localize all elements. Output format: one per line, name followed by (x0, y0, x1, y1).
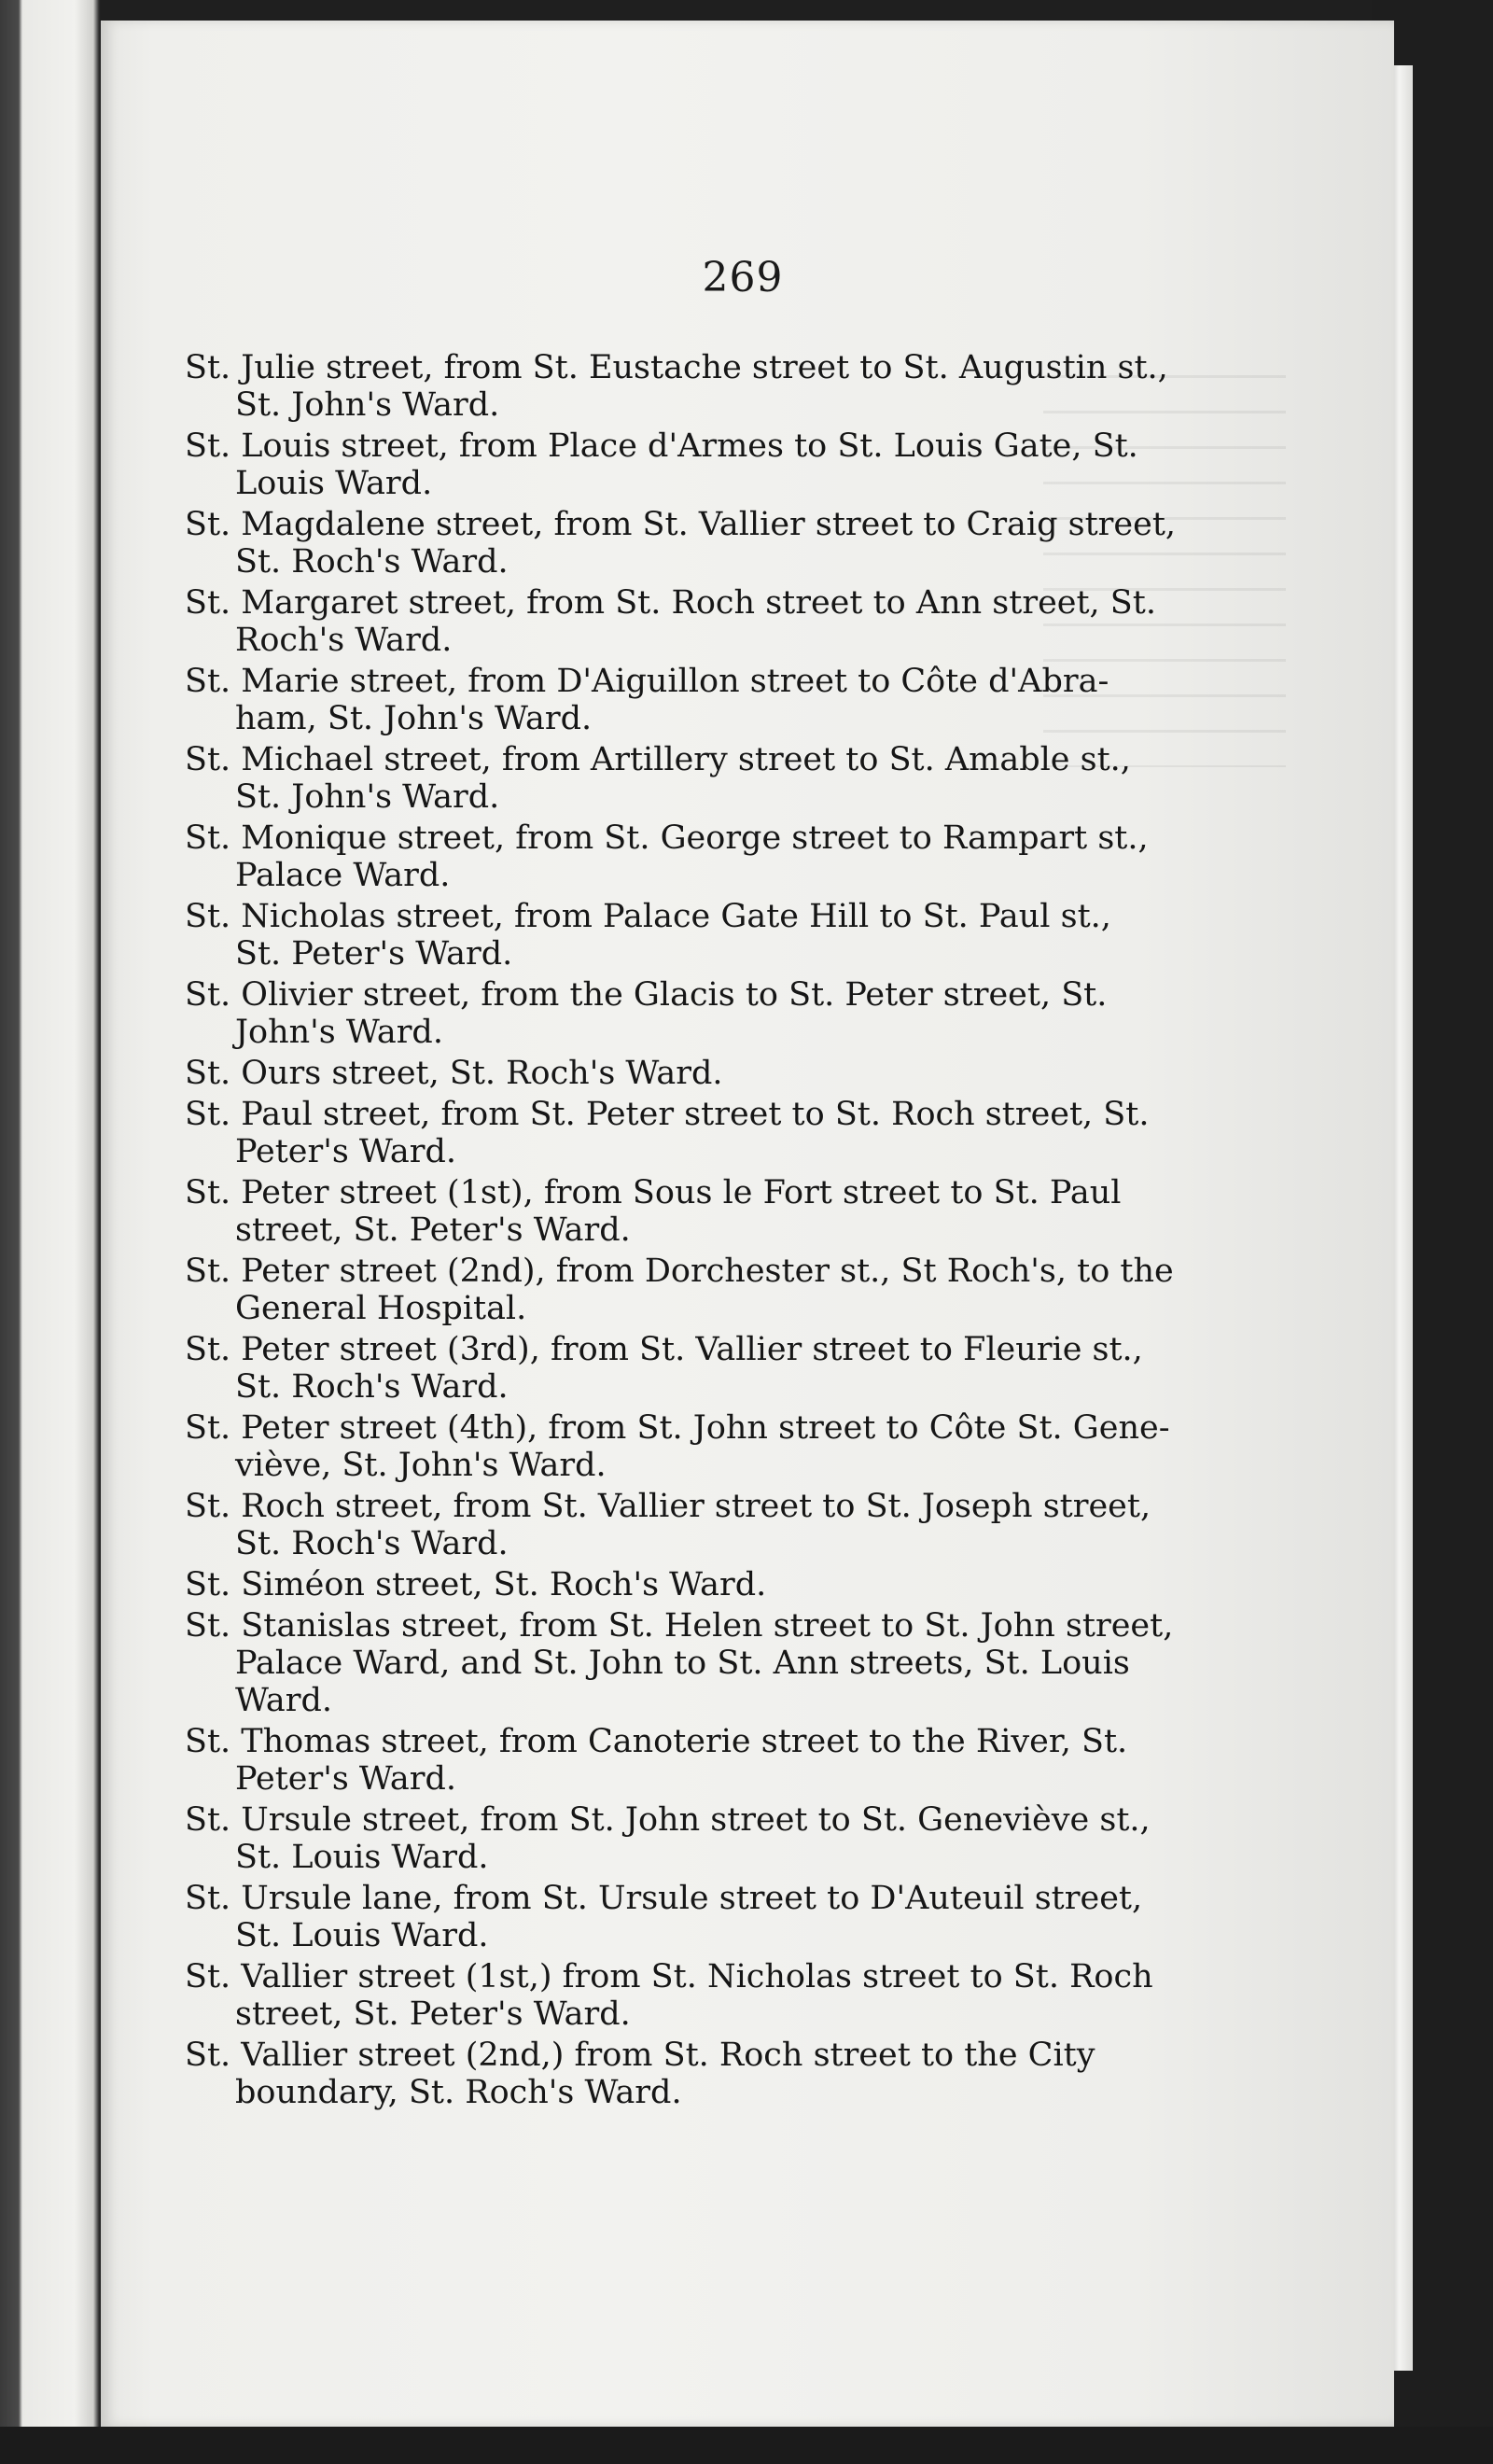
street-entry-line: St. Olivier street, from the Glacis to St. Peter street, St. (185, 976, 1108, 1014)
street-entry-line: St. Michael street, from Artillery street to St. Amable st., (185, 741, 1131, 778)
street-entry-line: St. Thomas street, from Canoterie street to the River, St. (185, 1723, 1128, 1760)
street-entry-line: St. Louis Ward. (235, 1839, 489, 1876)
street-entry-line: St. Louis Ward. (235, 1917, 489, 1954)
street-entry-line: ham, St. John's Ward. (235, 700, 593, 737)
street-entry (185, 1607, 1295, 1719)
street-entry-line: St. Margaret street, from St. Roch street to Ann street, St. (185, 584, 1156, 622)
street-entry-line: St. Roch's Ward. (235, 543, 509, 581)
street-entry (185, 427, 1295, 502)
street-entry (185, 819, 1295, 894)
street-entry-line: street, St. Peter's Ward. (235, 1211, 631, 1249)
street-entry-line: St. Roch street, from St. Vallier street to St. Joseph street, (185, 1488, 1151, 1525)
street-entry-line: Louis Ward. (235, 465, 433, 502)
street-entry-line: St. Magdalene street, from St. Vallier street to Craig street, (185, 506, 1177, 543)
street-entry-line: St. Roch's Ward. (235, 1525, 509, 1562)
street-entry (185, 1880, 1295, 1954)
film-frame-bottom (0, 2427, 1493, 2464)
book-page (101, 21, 1394, 2427)
street-entry-line: Ward. (235, 1682, 333, 1719)
street-entry-line: Peter's Ward. (235, 1133, 456, 1170)
street-entry (185, 1566, 1295, 1603)
street-entry-line: Palace Ward, and St. John to St. Ann streets, St. Louis (235, 1645, 1130, 1682)
street-entry-line: St. Vallier street (2nd,) from St. Roch street to the City (185, 2037, 1095, 2074)
street-entry-line: St. Peter's Ward. (235, 935, 513, 973)
street-entry-line: street, St. Peter's Ward. (235, 1995, 631, 2033)
street-entry-line: St. Julie street, from St. Eustache street to St. Augustin st., (185, 349, 1168, 386)
left-facing-page-edge (0, 0, 101, 2464)
street-entry (185, 2037, 1295, 2111)
street-entry-line: St. Siméon street, St. Roch's Ward. (185, 1566, 767, 1603)
street-entry (185, 1488, 1295, 1562)
street-entry (185, 506, 1295, 581)
street-entry-line: Roch's Ward. (235, 622, 453, 659)
street-entry-line: viève, St. John's Ward. (235, 1447, 607, 1484)
street-entry-line: Palace Ward. (235, 857, 451, 894)
street-entry (185, 349, 1295, 424)
street-entry (185, 741, 1295, 816)
street-entry-line: St. Stanislas street, from St. Helen street to St. John street, (185, 1607, 1174, 1645)
street-entry-line: boundary, St. Roch's Ward. (235, 2074, 682, 2111)
street-entry (185, 1331, 1295, 1406)
street-entry-line: St. Ursule lane, from St. Ursule street to D'Auteuil street, (185, 1880, 1143, 1917)
street-entry-line: St. Ours street, St. Roch's Ward. (185, 1055, 723, 1092)
street-entry (185, 1723, 1295, 1798)
street-entry-line: Peter's Ward. (235, 1760, 456, 1798)
street-entry (185, 976, 1295, 1051)
street-directory-list (185, 349, 1295, 2115)
street-entry-line: St. Vallier street (1st,) from St. Nicholas street to St. Roch (185, 1958, 1153, 1995)
street-entry-line: St. Peter street (3rd), from St. Vallier street to Fleurie st., (185, 1331, 1143, 1368)
street-entry (185, 1409, 1295, 1484)
street-entry-line: St. Peter street (2nd), from Dorchester st., St Roch's, to the (185, 1253, 1174, 1290)
street-entry-line: St. Paul street, from St. Peter street to St. Roch street, St. (185, 1096, 1150, 1133)
street-entry-line: St. Nicholas street, from Palace Gate Hill to St. Paul st., (185, 898, 1111, 935)
street-entry-line: St. Louis street, from Place d'Armes to St. Louis Gate, St. (185, 427, 1138, 465)
street-entry (185, 1958, 1295, 2033)
street-entry-line: St. Peter street (4th), from St. John street to Côte St. Gene- (185, 1409, 1170, 1447)
street-entry-line: St. Marie street, from D'Aiguillon street to Côte d'Abra- (185, 663, 1109, 700)
street-entry (185, 1096, 1295, 1170)
street-entry-line: St. Peter street (1st), from Sous le Fort street to St. Paul (185, 1174, 1122, 1211)
street-entry (185, 1174, 1295, 1249)
street-entry (185, 1055, 1295, 1092)
street-entry (185, 663, 1295, 737)
street-entry-line: General Hospital. (235, 1290, 527, 1327)
street-entry-line: St. Monique street, from St. George street to Rampart st., (185, 819, 1149, 857)
page-number: 269 (702, 254, 784, 301)
street-entry-line: St. Roch's Ward. (235, 1368, 509, 1406)
street-entry-line: St. John's Ward. (235, 778, 500, 816)
street-entry-line: St. John's Ward. (235, 386, 500, 424)
street-entry-line: St. Ursule street, from St. John street to St. Geneviève st., (185, 1801, 1151, 1839)
street-entry (185, 1253, 1295, 1327)
street-entry (185, 1801, 1295, 1876)
street-entry (185, 898, 1295, 973)
street-entry (185, 584, 1295, 659)
street-entry-line: John's Ward. (235, 1014, 443, 1051)
